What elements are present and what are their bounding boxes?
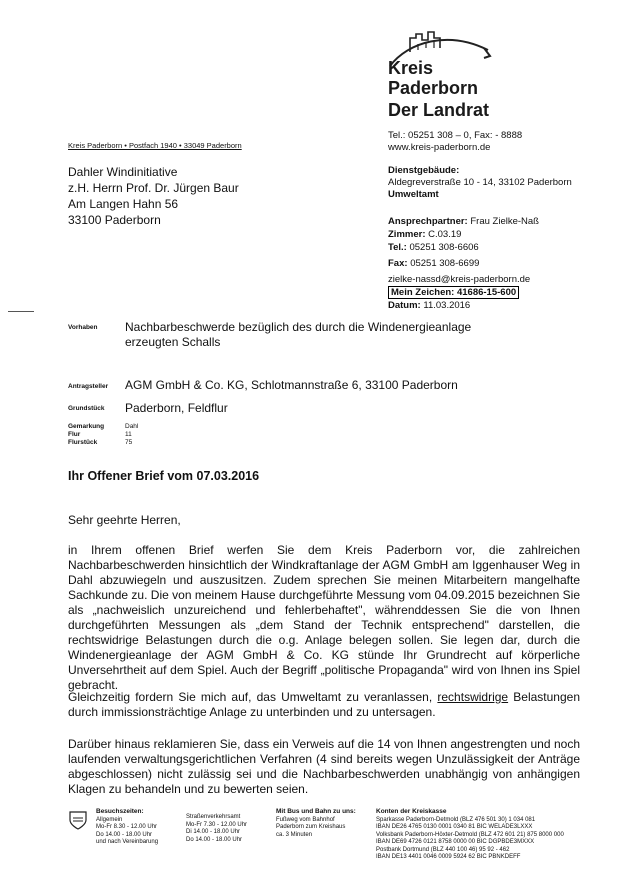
antragsteller-label: Antragsteller [68,383,109,390]
recipient-address [68,164,239,228]
parcel-labels [68,423,104,447]
vorhaben-line: erzeugten Schalls [125,335,221,349]
crest-icon [68,810,88,830]
contact-fax: Fax: 05251 308-6699 [388,258,480,269]
gemarkung-value: Dahl [125,423,139,430]
contact-block [388,215,539,312]
vorhaben-label: Vorhaben [68,324,98,331]
org-name [388,58,489,121]
fold-mark [8,311,34,312]
org-line-landrat: Der Landrat [388,100,490,120]
recipient-line: z.H. Herrn Prof. Dr. Jürgen Baur [68,181,239,195]
contact-person: Ansprechpartner: Frau Zielke-Naß [388,216,539,227]
footer-traffic: Straßenverkehrsamt Mo-Fr 7.30 - 12.00 Uhr Di 14.00 - 18.00 Uhr Do 14.00 - 18.00 Uhr [186,814,248,843]
recipient-line: 33100 Paderborn [68,213,161,227]
sender-line: Kreis Paderborn • Postfach 1940 • 33049 Paderborn [68,141,242,150]
flurstueck-value: 75 [125,439,133,446]
contact-tel: Tel.: 05251 308-6606 [388,242,479,253]
letter-subject: Ihr Offener Brief vom 07.03.2016 [68,469,260,483]
footer-hours: Besuchszeiten: Allgemein Mo-Fr 8.30 - 12.00 Uhr Do 14.00 - 18.00 Uhr und nach Vereinbarung [96,808,159,845]
gemarkung-label: Gemarkung [68,423,105,430]
paragraph-1: in Ihrem offenen Brief werfen Sie dem Kreis Paderborn vor, die zahlreichen Nachbarbeschwerden hinsichtlich der Windkraftanlage der AGM GmbH am Iggenhauser Weg in Dahl abzuwiegeln und auszusitzen. Zudem sprechen Sie meinen Mitarbeitern mangelhafte Sachkunde zu. Die von meinem Hause durchgeführte Messung vom 04.09.2015 bezeichnen Sie als „nachweislich unzureichend und fehlerbehaftet", währenddessen Sie die von Ihnen durchgeführten Messungen als „dem Stand der Technik entsprechend" darstellen, die rechtswidrige Belastungen durch die o.g. Anlage belegen sollen. Sie legen dar, durch die Windenergieanlage der AGM GmbH & Co. KG stünde Ihr Grundrecht auf körperliche Unversehrtheit auf dem Spiel. Auch der Begriff „politische Propaganda" wird von Ihnen ins Spiel gebracht. [68,543,580,692]
antragsteller-value: AGM GmbH & Co. KG, Schlotmannstraße 6, 33100 Paderborn [125,378,458,392]
contact-email[interactable]: zielke-nassd@kreis-paderborn.de [388,274,531,285]
footer-transport: Mit Bus und Bahn zu uns: Fußweg vom Bahnhof Paderborn zum Kreishaus ca. 3 Minuten [276,808,356,838]
office-department: Umweltamt [388,189,439,200]
parcel-values [125,423,138,447]
letter-date: Datum: 11.03.2016 [388,300,471,311]
vorhaben-value [125,320,471,350]
website-link[interactable]: www.kreis-paderborn.de [388,142,491,153]
underlined-word: rechtswidrige [437,690,509,704]
flur-label: Flur [68,431,81,438]
office-block [388,165,572,201]
org-line-paderborn: Paderborn [388,78,479,98]
org-line-kreis: Kreis [388,58,434,78]
paragraph-2 [68,690,580,720]
flurstueck-label: Flurstück [68,439,98,446]
recipient-line: Dahler Windinitiative [68,165,178,179]
office-address: Aldegreverstraße 10 - 14, 33102 Paderborn [388,177,572,188]
grundstueck-label: Grundstück [68,405,105,412]
paragraph-2-text: Belastungen durch immissionsträchtige Anlage zu unterbinden und zu untersagen. [68,690,581,719]
tel-fax: Tel.: 05251 308 – 0, Fax: - 8888 [388,130,523,141]
paragraph-3: Darüber hinaus reklamieren Sie, dass ein Verweis auf die 14 von Ihnen angestrengten und noch laufenden verwaltungsgerichtlichen Verfahren (4 sind bereits wegen Unzulässigkeit der Anträge abgeschlossen) nicht zulässig sei und die Nachbarbeschwerden unabhängig von anhängigen Klagen zu behandeln und zu bewerten seien. [68,737,580,796]
office-label: Dienstgebäude: [388,165,460,176]
reference-number: Mein Zeichen: 41686-15-600 [388,286,519,299]
salutation: Sehr geehrte Herren, [68,513,181,527]
vorhaben-line: Nachbarbeschwerde bezüglich des durch die Windenergieanlage [125,320,472,334]
grundstueck-value: Paderborn, Feldflur [125,401,228,415]
flur-value: 11 [125,431,132,438]
footer-bank: Konten der Kreiskasse Sparkasse Paderborn-Detmold (BLZ 476 501 30) 1 034 081 IBAN DE26 4765 0130 0001 0340 81 BIC WELADE3LXXX Volksbank Paderborn-Höxter-Detmold (BLZ 472 601 21) 875 8000 000 IBAN DE69 4726 0121 8758 0000 00 BIC DGPBDE3MXXX Postbank Dortmund (BLZ 440 100 46) 95 92 - 462 IBAN DE13 4401 0046 0009 5924 62 BIC PBNKDEFF [376,808,564,860]
contact-room: Zimmer: C.03.19 [388,229,462,240]
paragraph-2-text: Gleichzeitig fordern Sie mich auf, das Umweltamt zu veranlassen, [68,690,433,704]
recipient-line: Am Langen Hahn 56 [68,197,179,211]
letterhead-contact [388,130,522,154]
